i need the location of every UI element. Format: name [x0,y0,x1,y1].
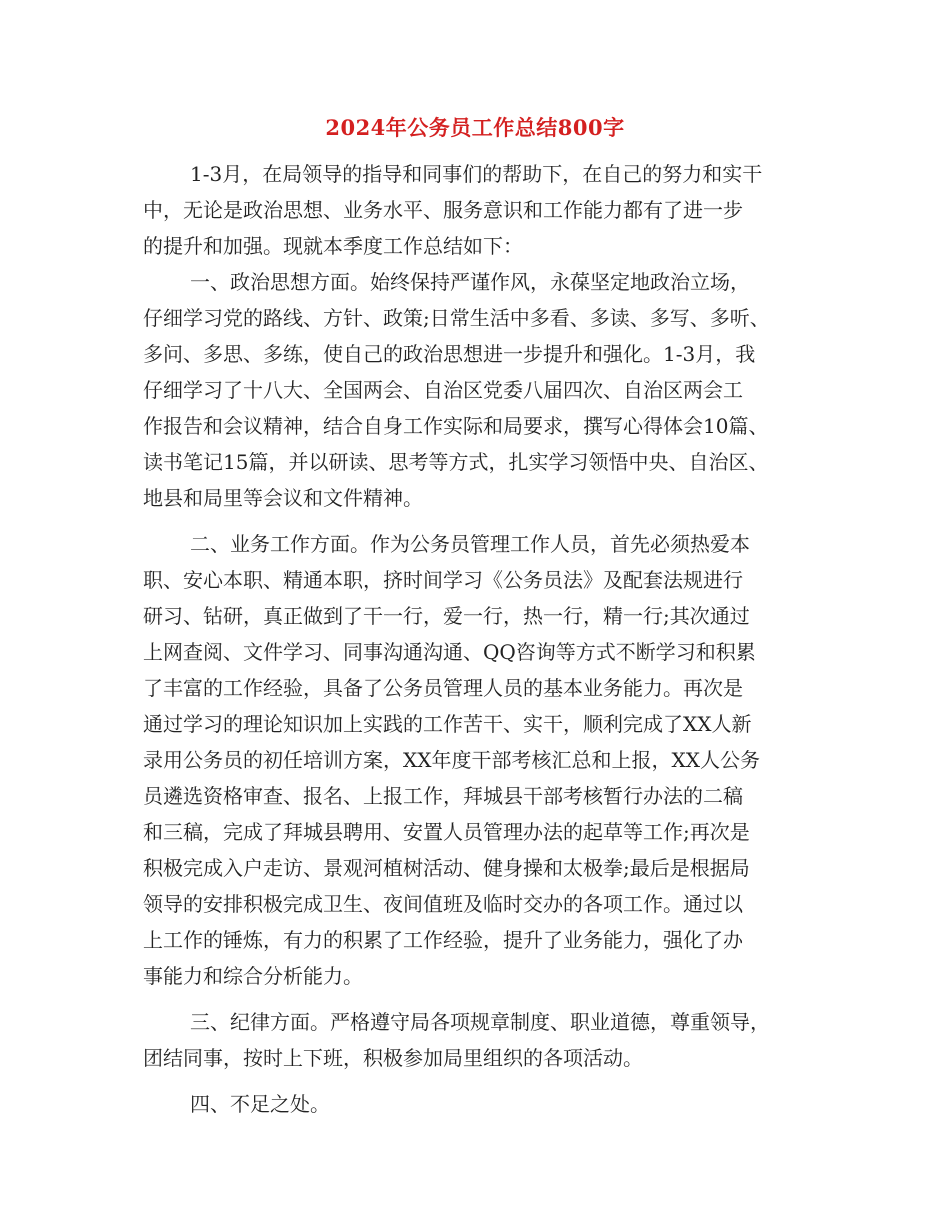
paragraph-line: 多问、多思、多练，使自己的政治思想进一步提升和强化。1-3月，我 [143,342,756,366]
paragraph-line: 员遴选资格审查、报名、上报工作，拜城县干部考核暂行办法的二稿 [143,784,743,808]
paragraph-line: 研习、钻研，真正做到了干一行，爱一行，热一行，精一行;其次通过 [143,604,750,628]
paragraph-line: 中，无论是政治思想、业务水平、服务意识和工作能力都有了进一步 [143,198,743,222]
paragraph-line: 仔细学习党的路线、方针、政策;日常生活中多看、多读、多写、多听、 [143,306,770,330]
paragraph-line: 领导的安排积极完成卫生、夜间值班及临时交办的各项工作。通过以 [143,892,743,916]
paragraph-line: 职、安心本职、精通本职，挤时间学习《公务员法》及配套法规进行 [143,568,743,592]
paragraph-line: 作报告和会议精神，结合自身工作实际和局要求，撰写心得体会10篇、 [143,414,769,438]
paragraph-line: 积极完成入户走访、景观河植树活动、健身操和太极拳;最后是根据局 [143,856,750,880]
paragraph-line: 地县和局里等会议和文件精神。 [143,486,423,510]
paragraph-line: 上工作的锤炼，有力的积累了工作经验，提升了业务能力，强化了办 [143,928,743,952]
paragraph-line: 了丰富的工作经验，具备了公务员管理人员的基本业务能力。再次是 [143,676,743,700]
paragraph-line: 一、政治思想方面。始终保持严谨作风，永葆坚定地政治立场， [190,270,750,294]
paragraph-line: 事能力和综合分析能力。 [143,964,363,988]
paragraph-line: 二、业务工作方面。作为公务员管理工作人员，首先必须热爱本 [190,532,750,556]
paragraph-line: 四、不足之处。 [190,1092,330,1116]
paragraph-line: 读书笔记15篇，并以研读、思考等方式，扎实学习领悟中央、自治区、 [143,450,769,474]
paragraph-line: 的提升和加强。现就本季度工作总结如下： [143,234,523,258]
paragraph-line: 和三稿，完成了拜城县聘用、安置人员管理办法的起草等工作;再次是 [143,820,750,844]
paragraph-line: 录用公务员的初任培训方案，XX年度干部考核汇总和上报，XX人公务 [143,748,760,772]
paragraph-line: 仔细学习了十八大、全国两会、自治区党委八届四次、自治区两会工 [143,378,743,402]
document-title: 2024年公务员工作总结800字 [325,115,625,140]
paragraph-line: 通过学习的理论知识加上实践的工作苦干、实干，顺利完成了XX人新 [143,712,752,736]
paragraph-line: 团结同事，按时上下班，积极参加局里组织的各项活动。 [143,1046,643,1070]
paragraph-line: 三、纪律方面。严格遵守局各项规章制度、职业道德，尊重领导， [190,1010,770,1034]
paragraph-line: 上网查阅、文件学习、同事沟通沟通、QQ咨询等方式不断学习和积累 [143,640,756,664]
paragraph-line: 1-3月，在局领导的指导和同事们的帮助下，在自己的努力和实干 [190,162,763,186]
